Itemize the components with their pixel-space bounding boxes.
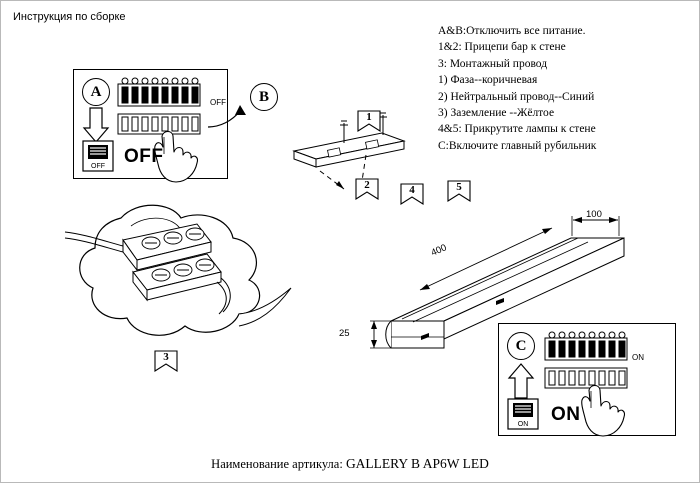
instruction-text-block	[438, 23, 688, 154]
footer-product-code: GALLERY B AP6W LED	[345, 456, 489, 471]
step-tag-1-label: 1	[366, 111, 372, 123]
terminal-block-wiring-diagram	[61, 196, 331, 346]
dimension-height-label: 25	[339, 328, 350, 339]
step-tag-3	[153, 349, 179, 373]
instruction-line-8: C:Включите главный рубильник	[438, 139, 597, 152]
dip-on-label: ON	[632, 353, 644, 362]
dimension-depth-label: 100	[586, 209, 602, 220]
page-title: Инструкция по сборке	[13, 11, 126, 23]
footer-label: Наименование артикула:	[211, 457, 343, 471]
up-arrow-icon	[509, 364, 533, 400]
instruction-line-6: 3) Заземление --Жёлтое	[438, 107, 555, 120]
panel-a-letter: A	[82, 78, 110, 106]
dip-switch-on-top	[543, 331, 643, 367]
wall-switch-on-icon	[507, 398, 541, 432]
panel-b-letter: B	[250, 83, 278, 111]
panel-a	[73, 69, 228, 179]
wall-switch-off-icon	[82, 140, 116, 174]
step-tag-2-label: 2	[364, 179, 370, 191]
svg-text:ON: ON	[517, 421, 529, 428]
svg-text:OFF: OFF	[91, 163, 105, 170]
footer-caption	[1, 456, 699, 472]
hand-icon-c	[579, 382, 649, 440]
panel-c-on-label: ON	[551, 404, 581, 425]
instruction-line-2: 1&2: Прицепи бар к стене	[438, 41, 566, 54]
step-tag-4	[399, 182, 425, 206]
panel-b-arrow-icon	[206, 101, 248, 131]
instruction-line-4: 1) Фаза--коричневая	[438, 74, 538, 87]
dip-switch-off-top	[116, 77, 208, 113]
panel-c-letter: C	[507, 332, 535, 360]
step-tag-2	[354, 177, 380, 201]
dip-off-label: OFF	[210, 98, 226, 107]
instruction-line-7: 4&5: Прикрутите лампы к стене	[438, 123, 596, 136]
dimension-length-label: 400	[429, 242, 449, 259]
step-tag-5	[446, 179, 472, 203]
step-tag-4-label: 4	[409, 184, 415, 196]
instruction-line-5: 2) Нейтральный провод--Синий	[438, 90, 595, 103]
down-arrow-icon	[84, 108, 108, 144]
step-tag-3-label: 3	[163, 351, 169, 363]
step-tag-5-label: 5	[456, 181, 462, 193]
panel-a-off-label: OFF	[124, 146, 164, 167]
panel-c	[498, 323, 676, 436]
instruction-line-1: A&B:Отключить все питание.	[438, 25, 586, 37]
step-tag-1	[356, 109, 382, 133]
instruction-line-3: 3: Монтажный провод	[438, 57, 548, 70]
